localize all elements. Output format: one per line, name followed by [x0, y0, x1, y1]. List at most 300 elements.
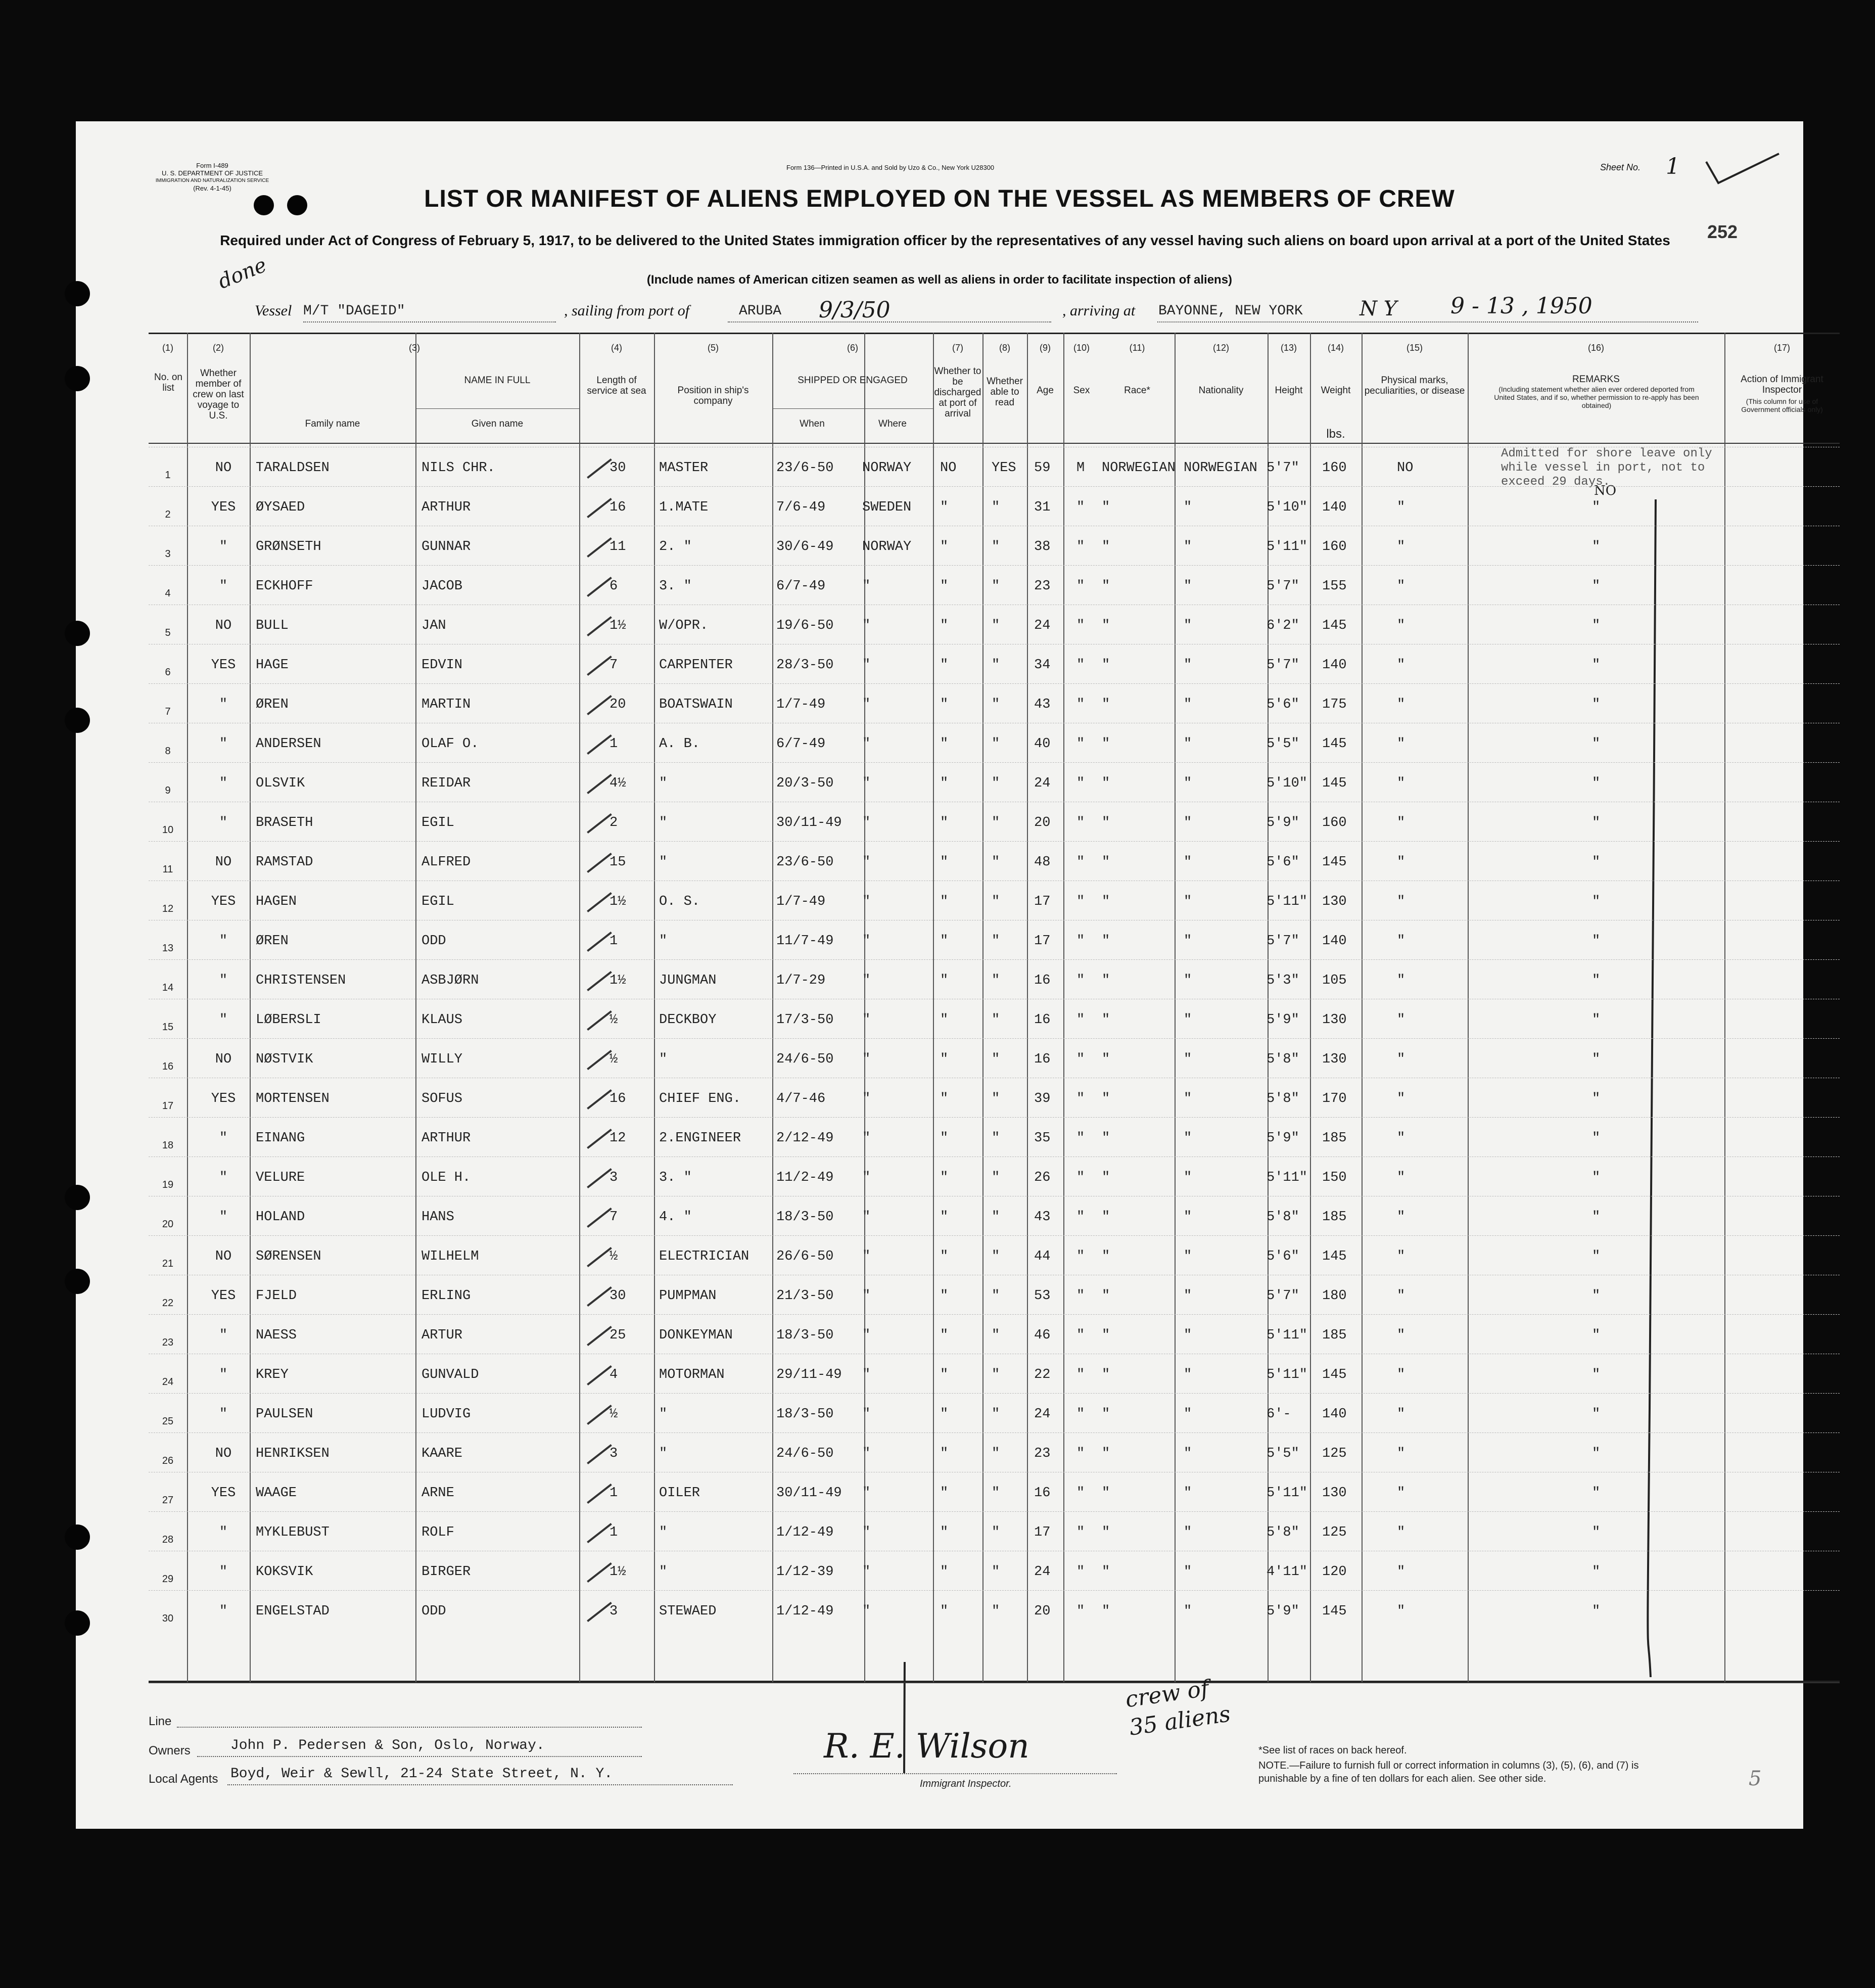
- table-row: [149, 1038, 1840, 1078]
- cell-race: ": [1102, 1210, 1110, 1225]
- cell-ht: 4'11": [1267, 1564, 1308, 1580]
- cell-given: ROLF: [421, 1525, 454, 1540]
- cell-when: 21/3-50: [776, 1288, 834, 1304]
- col-num-1: (1): [162, 343, 173, 353]
- hdr-name-in-full: NAME IN FULL: [464, 375, 531, 386]
- cell-when: 11/7-49: [776, 934, 834, 949]
- cell-read: ": [992, 1604, 1000, 1619]
- cell-ht: 5'11": [1267, 1486, 1308, 1501]
- tally-slash-icon: [587, 537, 612, 558]
- cell-age: 39: [1034, 1091, 1051, 1106]
- cell-family: ECKHOFF: [256, 579, 313, 594]
- manifest-sheet: [76, 121, 1823, 1829]
- cell-sex: ": [1076, 579, 1085, 594]
- cell-read: ": [992, 539, 1000, 554]
- cell-nat: ": [1184, 1170, 1192, 1185]
- cell-rem: ": [1592, 1170, 1601, 1185]
- row-number: 25: [162, 1416, 174, 1427]
- cell-race: ": [1102, 1564, 1110, 1580]
- tally-slash-icon: [587, 1523, 612, 1543]
- cell-ht: 5'6": [1267, 1249, 1299, 1264]
- cell-disch: ": [940, 1486, 949, 1501]
- cell-nat: ": [1184, 1407, 1192, 1422]
- cell-read: ": [992, 500, 1000, 515]
- cell-pos: PUMPMAN: [659, 1288, 717, 1304]
- cell-when: 1/7-49: [776, 894, 826, 909]
- cell-sex: ": [1076, 855, 1085, 870]
- cell-rem: ": [1592, 1446, 1601, 1461]
- cell-where: ": [862, 934, 871, 949]
- cell-wt: 150: [1322, 1170, 1347, 1185]
- cell-disch: ": [940, 973, 949, 988]
- cell-ht: 6'-: [1267, 1407, 1291, 1422]
- cell-given: WILLY: [421, 1052, 463, 1067]
- hdr-length-service: Length of service at sea: [587, 375, 646, 396]
- cell-pos: ": [659, 934, 668, 949]
- cell-family: CHRISTENSEN: [256, 973, 346, 988]
- cell-when: 24/6-50: [776, 1446, 834, 1461]
- cell-given: ODD: [421, 1604, 446, 1619]
- col-num-2: (2): [213, 343, 224, 353]
- cell-where: ": [862, 1091, 871, 1106]
- tally-slash-icon: [587, 1129, 612, 1149]
- cell-race: ": [1102, 1131, 1110, 1146]
- cell-ht: 5'8": [1267, 1525, 1299, 1540]
- cell-len: 7: [610, 1210, 618, 1225]
- cell-len: 3: [610, 1604, 618, 1619]
- col-num-6: (6): [847, 343, 858, 353]
- cell-sex: ": [1076, 1486, 1085, 1501]
- cell-sex: ": [1076, 697, 1085, 712]
- penalty-note: NOTE.—Failure to furnish full or correct information in columns (3), (5), (6), and (7) is punishable by a fine of ten dollars for each alien. See other side.: [1258, 1760, 1639, 1784]
- cell-sex: ": [1076, 539, 1085, 554]
- cell-len: 15: [610, 855, 626, 870]
- cell-when: 29/11-49: [776, 1367, 842, 1382]
- cell-age: 35: [1034, 1131, 1051, 1146]
- cell-where: ": [862, 1407, 871, 1422]
- cell-len: 1: [610, 934, 618, 949]
- cell-ht: 5'7": [1267, 579, 1299, 594]
- cell-read: ": [992, 1249, 1000, 1264]
- cell-prev: YES: [211, 1288, 236, 1304]
- cell-read: ": [992, 855, 1000, 870]
- cell-wt: 185: [1322, 1131, 1347, 1146]
- cell-wt: 130: [1322, 1486, 1347, 1501]
- cell-given: WILHELM: [421, 1249, 479, 1264]
- cell-age: 20: [1034, 1604, 1051, 1619]
- cell-given: ASBJØRN: [421, 973, 479, 988]
- row-number: 19: [162, 1179, 174, 1190]
- cell-race: ": [1102, 894, 1110, 909]
- table-row: [149, 644, 1840, 684]
- cell-wt: 125: [1322, 1525, 1347, 1540]
- cell-sex: ": [1076, 1210, 1085, 1225]
- cell-pos: JUNGMAN: [659, 973, 717, 988]
- tally-slash-icon: [587, 1562, 612, 1583]
- cell-family: KOKSVIK: [256, 1564, 313, 1580]
- cell-phys: ": [1397, 1446, 1405, 1461]
- cell-age: 43: [1034, 697, 1051, 712]
- cell-where: ": [862, 579, 871, 594]
- cell-len: 1½: [610, 1564, 626, 1580]
- hdr-height: Height: [1275, 385, 1303, 396]
- cell-where: ": [862, 1525, 871, 1540]
- hdr-action-detail: (This column for use of Government officials only): [1741, 397, 1823, 413]
- cell-where: ": [862, 1604, 871, 1619]
- cell-family: NØSTVIK: [256, 1052, 313, 1067]
- table-row: [149, 1354, 1840, 1394]
- cell-when: 6/7-49: [776, 736, 826, 752]
- cell-family: HOLAND: [256, 1210, 305, 1225]
- cell-ht: 5'3": [1267, 973, 1299, 988]
- hdr-prev-voyage: Whether member of crew on last voyage to U.S.: [193, 368, 244, 421]
- margin-note: done: [214, 253, 270, 294]
- cell-race: ": [1102, 855, 1110, 870]
- cell-when: 17/3-50: [776, 1012, 834, 1028]
- hdr-weight-unit: lbs.: [1326, 427, 1345, 441]
- table-row: [149, 802, 1840, 842]
- cell-read: YES: [992, 460, 1016, 476]
- tally-slash-icon: [587, 971, 612, 991]
- cell-pos: ": [659, 855, 668, 870]
- sailing-label: , sailing from port of: [564, 302, 690, 319]
- page-instruction: (Include names of American citizen seamen as well as aliens in order to facilitate inspection of aliens): [646, 273, 1233, 287]
- cell-prev: NO: [215, 1446, 232, 1461]
- cell-wt: 145: [1322, 618, 1347, 633]
- cell-age: 24: [1034, 1564, 1051, 1580]
- cell-when: 18/3-50: [776, 1407, 834, 1422]
- table-row: [149, 1511, 1840, 1551]
- cell-prev: NO: [215, 855, 232, 870]
- cell-phys: NO: [1397, 460, 1414, 476]
- cell-where: NORWAY: [862, 460, 912, 476]
- cell-read: ": [992, 1091, 1000, 1106]
- tally-slash-icon: [587, 853, 612, 873]
- tally-slash-icon: [587, 734, 612, 755]
- cell-rem: ": [1592, 1249, 1601, 1264]
- punch-hole: [65, 1185, 90, 1210]
- col-num-9: (9): [1040, 343, 1051, 353]
- cell-read: ": [992, 973, 1000, 988]
- col-num-15: (15): [1406, 343, 1423, 353]
- cell-disch: ": [940, 658, 949, 673]
- cell-given: JACOB: [421, 579, 463, 594]
- col-num-12: (12): [1212, 343, 1229, 353]
- table-row: [149, 1078, 1840, 1118]
- cell-when: 30/11-49: [776, 1486, 842, 1501]
- cell-disch: ": [940, 1249, 949, 1264]
- table-row: [149, 1393, 1840, 1433]
- cell-wt: 145: [1322, 1604, 1347, 1619]
- cell-phys: ": [1397, 855, 1405, 870]
- cell-family: LØBERSLI: [256, 1012, 321, 1028]
- cell-prev: YES: [211, 500, 236, 515]
- cell-phys: ": [1397, 1170, 1405, 1185]
- cell-phys: ": [1397, 736, 1405, 752]
- cell-rem: ": [1592, 855, 1601, 870]
- cell-where: ": [862, 776, 871, 791]
- row-number: 16: [162, 1061, 174, 1072]
- cell-rem: ": [1592, 1367, 1601, 1382]
- cell-disch: ": [940, 500, 949, 515]
- cell-ht: 5'6": [1267, 855, 1299, 870]
- cell-given: EGIL: [421, 894, 454, 909]
- cell-rem: ": [1592, 1091, 1601, 1106]
- cell-sex: ": [1076, 1249, 1085, 1264]
- cell-ht: 5'7": [1267, 934, 1299, 949]
- cell-pos: ": [659, 1052, 668, 1067]
- cell-where: ": [862, 1052, 871, 1067]
- cell-age: 16: [1034, 1012, 1051, 1028]
- cell-prev: YES: [211, 894, 236, 909]
- cell-prev: NO: [215, 618, 232, 633]
- cell-prev: YES: [211, 1091, 236, 1106]
- cell-phys: ": [1397, 1091, 1405, 1106]
- cell-disch: ": [940, 1012, 949, 1028]
- cell-prev: ": [219, 1012, 228, 1028]
- cell-phys: ": [1397, 1210, 1405, 1225]
- cell-given: MARTIN: [421, 697, 471, 712]
- cell-where: ": [862, 1367, 871, 1382]
- cell-family: ENGELSTAD: [256, 1604, 330, 1619]
- tally-slash-icon: [587, 458, 612, 479]
- row-number: 9: [165, 785, 171, 796]
- cell-where: ": [862, 973, 871, 988]
- cell-disch: ": [940, 776, 949, 791]
- tally-slash-icon: [587, 774, 612, 794]
- cell-sex: ": [1076, 1525, 1085, 1540]
- row-number: 22: [162, 1298, 174, 1309]
- cell-sex: ": [1076, 1328, 1085, 1343]
- cell-read: ": [992, 1407, 1000, 1422]
- cell-disch: ": [940, 1328, 949, 1343]
- tally-slash-icon: [587, 932, 612, 952]
- cell-race: ": [1102, 776, 1110, 791]
- cell-age: 23: [1034, 579, 1051, 594]
- cell-ht: 5'9": [1267, 1131, 1299, 1146]
- cell-phys: ": [1397, 1407, 1405, 1422]
- cell-age: 24: [1034, 1407, 1051, 1422]
- col-num-3: (3): [409, 343, 420, 353]
- cell-sex: ": [1076, 1367, 1085, 1382]
- department: U. S. DEPARTMENT OF JUSTICE: [161, 169, 263, 177]
- cell-pos: CHIEF ENG.: [659, 1091, 741, 1106]
- cell-wt: 185: [1322, 1210, 1347, 1225]
- cell-where: ": [862, 736, 871, 752]
- tally-slash-icon: [587, 616, 612, 636]
- cell-rem: ": [1592, 1604, 1601, 1619]
- cell-when: 2/12-49: [776, 1131, 834, 1146]
- cell-prev: ": [219, 973, 228, 988]
- cell-phys: ": [1397, 894, 1405, 909]
- cell-len: 30: [610, 1288, 626, 1304]
- arriving-state: N Y: [1360, 297, 1397, 320]
- cell-nat: ": [1184, 973, 1192, 988]
- cell-read: ": [992, 1131, 1000, 1146]
- cell-when: 1/12-49: [776, 1604, 834, 1619]
- cell-rem: ": [1592, 1131, 1601, 1146]
- cell-nat: ": [1184, 1210, 1192, 1225]
- table-row: [149, 762, 1840, 802]
- hdr-discharged: Whether to be discharged at port of arrival: [934, 366, 981, 419]
- cell-race: ": [1102, 579, 1110, 594]
- cell-given: SOFUS: [421, 1091, 463, 1106]
- cell-sex: ": [1076, 1288, 1085, 1304]
- cell-disch: ": [940, 855, 949, 870]
- cell-race: ": [1102, 1407, 1110, 1422]
- cell-where: NORWAY: [862, 539, 912, 554]
- cell-sex: ": [1076, 1052, 1085, 1067]
- row-number: 1: [165, 470, 171, 481]
- cell-read: ": [992, 1170, 1000, 1185]
- cell-race: ": [1102, 1052, 1110, 1067]
- hdr-remarks-detail: (Including statement whether alien ever ordered deported from United States, and if so, whether permission to re-apply has been obtained): [1494, 385, 1699, 409]
- cell-nat: ": [1184, 894, 1192, 909]
- punch-hole: [65, 366, 90, 391]
- cell-read: ": [992, 658, 1000, 673]
- cell-nat: ": [1184, 1052, 1192, 1067]
- row-number: 17: [162, 1100, 174, 1112]
- cell-ht: 5'7": [1267, 460, 1299, 476]
- cell-when: 19/6-50: [776, 618, 834, 633]
- cell-family: BULL: [256, 618, 289, 633]
- cell-nat: ": [1184, 934, 1192, 949]
- cell-given: HANS: [421, 1210, 454, 1225]
- cell-family: SØRENSEN: [256, 1249, 321, 1264]
- cell-pos: CARPENTER: [659, 658, 733, 673]
- cell-rem: ": [1592, 1525, 1601, 1540]
- cell-age: 46: [1034, 1328, 1051, 1343]
- cell-when: 1/7-29: [776, 973, 826, 988]
- cell-race: ": [1102, 1012, 1110, 1028]
- table-row: [149, 881, 1840, 920]
- cell-len: 1: [610, 1486, 618, 1501]
- sheet-label: Sheet No.: [1600, 162, 1641, 172]
- cell-pos: STEWAED: [659, 1604, 717, 1619]
- row-number: 12: [162, 903, 174, 914]
- cell-wt: 140: [1322, 658, 1347, 673]
- agents-label: Local Agents: [149, 1772, 218, 1786]
- cell-ht: 6'2": [1267, 618, 1299, 633]
- row-number: 6: [165, 667, 171, 678]
- row-number: 30: [162, 1613, 174, 1624]
- crew-table: [149, 333, 1840, 1682]
- cell-wt: 130: [1322, 1052, 1347, 1067]
- cell-nat: ": [1184, 1249, 1192, 1264]
- table-row: [149, 526, 1840, 566]
- cell-pos: O. S.: [659, 894, 700, 909]
- cell-wt: 105: [1322, 973, 1347, 988]
- cell-when: 4/7-46: [776, 1091, 826, 1106]
- cell-nat: ": [1184, 1091, 1192, 1106]
- tally-slash-icon: [587, 1602, 612, 1622]
- cell-age: 40: [1034, 736, 1051, 752]
- hdr-where: Where: [878, 419, 907, 429]
- cell-where: ": [862, 1564, 871, 1580]
- cell-pos: ": [659, 776, 668, 791]
- cell-pos: BOATSWAIN: [659, 697, 733, 712]
- cell-when: 23/6-50: [776, 855, 834, 870]
- owners-label: Owners: [149, 1744, 191, 1758]
- cell-sex: ": [1076, 1131, 1085, 1146]
- cell-nat: ": [1184, 1564, 1192, 1580]
- cell-prev: ": [219, 697, 228, 712]
- cell-when: 6/7-49: [776, 579, 826, 594]
- cell-len: ½: [610, 1012, 618, 1028]
- cell-wt: 145: [1322, 776, 1347, 791]
- owners-value: John P. Pedersen & Son, Oslo, Norway.: [230, 1738, 545, 1753]
- row-number: 29: [162, 1574, 174, 1585]
- hdr-when: When: [800, 419, 825, 429]
- cell-pos: 2.ENGINEER: [659, 1131, 741, 1146]
- cell-family: HAGE: [256, 658, 289, 673]
- cell-phys: ": [1397, 500, 1405, 515]
- cell-read: ": [992, 1288, 1000, 1304]
- arriving-date: 9 - 13 , 1950: [1450, 293, 1592, 319]
- cell-family: EINANG: [256, 1131, 305, 1146]
- cell-read: ": [992, 815, 1000, 830]
- cell-wt: 145: [1322, 855, 1347, 870]
- arriving-port: BAYONNE, NEW YORK: [1158, 303, 1303, 319]
- cell-where: ": [862, 697, 871, 712]
- cell-rem: ": [1592, 776, 1601, 791]
- cell-where: ": [862, 1249, 871, 1264]
- vessel-name: M/T "DAGEID": [303, 303, 405, 319]
- cell-rem: ": [1592, 1328, 1601, 1343]
- cell-nat: ": [1184, 1525, 1192, 1540]
- cell-pos: A. B.: [659, 736, 700, 752]
- cell-age: 31: [1034, 500, 1051, 515]
- cell-disch: ": [940, 1288, 949, 1304]
- cell-prev: ": [219, 736, 228, 752]
- cell-given: ARTUR: [421, 1328, 463, 1343]
- cell-where: ": [862, 1170, 871, 1185]
- col-num-11: (11): [1129, 343, 1145, 353]
- cell-len: 1½: [610, 894, 626, 909]
- cell-age: 23: [1034, 1446, 1051, 1461]
- cell-ht: 5'9": [1267, 1012, 1299, 1028]
- cell-pos: ": [659, 815, 668, 830]
- cell-phys: ": [1397, 934, 1405, 949]
- cell-ht: 5'8": [1267, 1210, 1299, 1225]
- cell-wt: 175: [1322, 697, 1347, 712]
- cell-ht: 5'10": [1267, 500, 1308, 515]
- hdr-age: Age: [1037, 385, 1054, 396]
- cell-when: 11/2-49: [776, 1170, 834, 1185]
- cell-ht: 5'11": [1267, 539, 1308, 554]
- cell-pos: MASTER: [659, 460, 709, 476]
- cell-race: ": [1102, 539, 1110, 554]
- table-row: [149, 1157, 1840, 1196]
- cell-phys: ": [1397, 1564, 1405, 1580]
- cell-race: NORWEGIAN: [1102, 460, 1176, 476]
- cell-rem: ": [1592, 697, 1601, 712]
- cell-age: 44: [1034, 1249, 1051, 1264]
- cell-wt: 160: [1322, 460, 1347, 476]
- cell-age: 22: [1034, 1367, 1051, 1382]
- cell-race: ": [1102, 1525, 1110, 1540]
- cell-wt: 145: [1322, 1249, 1347, 1264]
- cell-nat: ": [1184, 1367, 1192, 1382]
- cell-rem: ": [1592, 500, 1601, 515]
- cell-nat: ": [1184, 697, 1192, 712]
- cell-given: KAARE: [421, 1446, 463, 1461]
- row-number: 21: [162, 1258, 174, 1269]
- sailing-port: ARUBA: [739, 303, 782, 319]
- cell-family: MORTENSEN: [256, 1091, 330, 1106]
- cell-where: ": [862, 815, 871, 830]
- hdr-nationality: Nationality: [1198, 385, 1244, 396]
